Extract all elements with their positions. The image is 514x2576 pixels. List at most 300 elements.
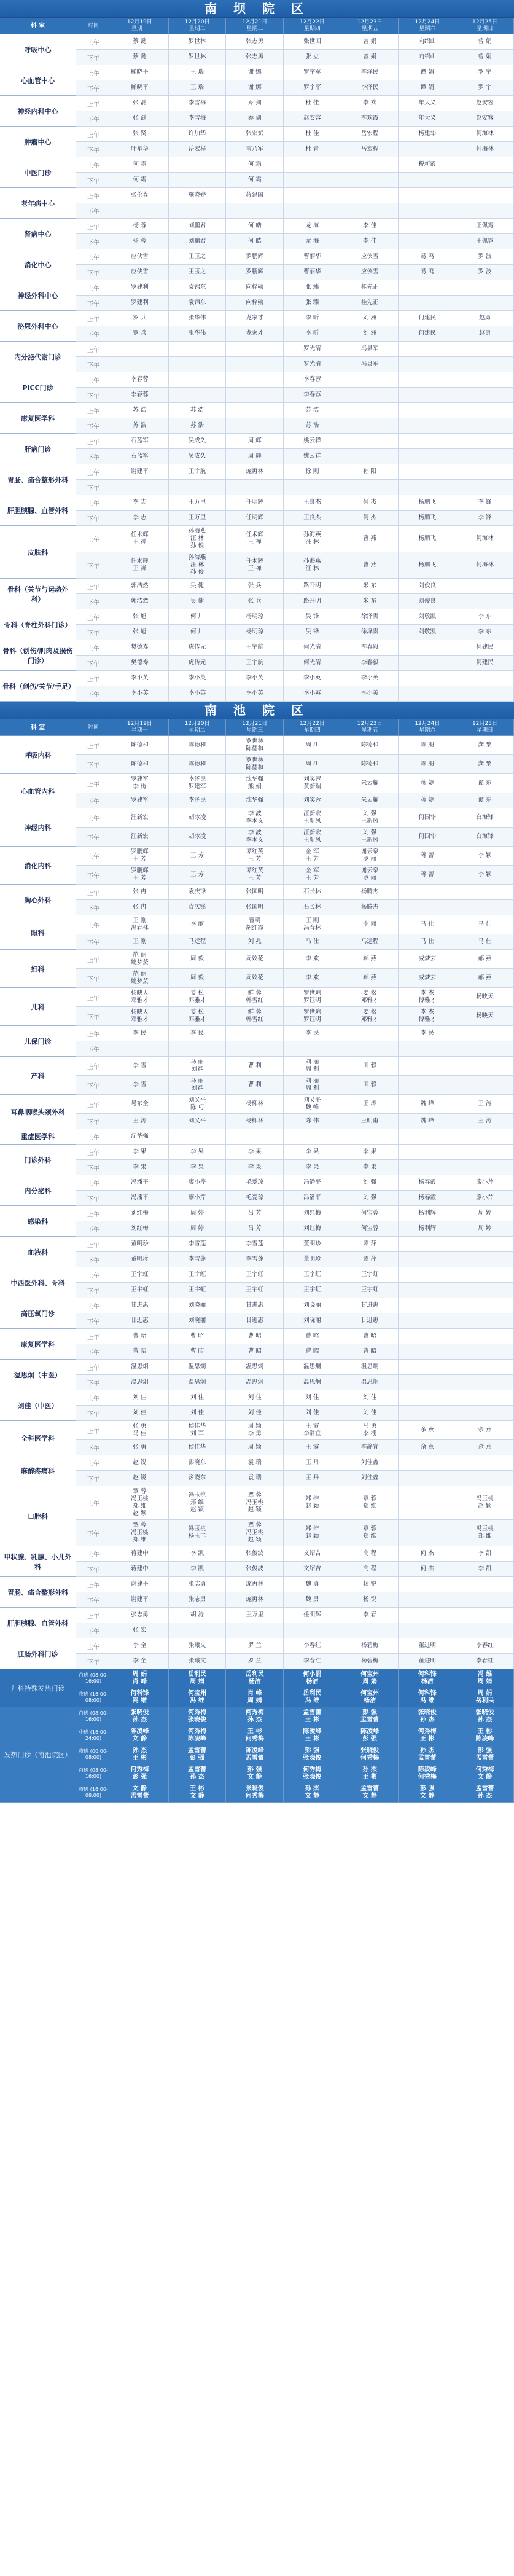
- doctor-cell: 张 勇 马 佳: [111, 1421, 169, 1439]
- schedule-row: [76, 449, 514, 464]
- doctor-cell: [399, 219, 456, 233]
- doctor-cell: 赵安容: [456, 111, 514, 126]
- schedule-row: [76, 1191, 514, 1206]
- department-rows: [76, 579, 514, 609]
- doctor-cell: 张华伟: [169, 311, 227, 326]
- doctor-cell: 覃 蓉 郑 维: [341, 1486, 399, 1519]
- doctor-cell: [399, 1076, 456, 1094]
- doctor-cell: 朱云耀: [341, 774, 399, 793]
- doctor-cell: 许加华: [169, 127, 227, 141]
- doctor-cell: 李雪梅: [169, 111, 227, 126]
- schedule-row: [76, 1546, 514, 1562]
- doctor-cell: 胡冰凌: [169, 828, 227, 846]
- doctor-cell: 李春蓉: [284, 372, 341, 387]
- doctor-cell: 汪新宏 王新凤: [284, 828, 341, 846]
- doctor-cell: 覃 蓉 冯玉桃 郑 维: [111, 1520, 169, 1546]
- header-time: 时间: [76, 18, 111, 34]
- schedule-row: [76, 1375, 514, 1390]
- doctor-cell: 鲜晓平: [111, 65, 169, 80]
- doctor-cell: 施晓婷: [169, 188, 227, 203]
- doctor-cell: 谢建平: [111, 464, 169, 479]
- doctor-cell: 朱云耀: [341, 793, 399, 808]
- doctor-cell: 甘进惠: [111, 1298, 169, 1313]
- doctor-cell: 廖小芹: [169, 1191, 227, 1205]
- department-name: 肝病门诊: [0, 434, 76, 464]
- doctor-cell: 庞再林: [226, 1592, 284, 1607]
- time-slot: 下午: [76, 900, 111, 915]
- doctor-cell: 刘又平 魏 峰: [284, 1095, 341, 1113]
- doctor-cell: 李 欢: [284, 950, 341, 968]
- doctor-cell: 何 杰: [399, 1546, 456, 1561]
- doctor-cell: 何建民: [456, 656, 514, 670]
- doctor-cell: 李泽民 罗建军: [169, 774, 227, 793]
- doctor-cell: 桂先正: [341, 296, 399, 310]
- schedule-row: [76, 1520, 514, 1546]
- doctor-cell: [284, 1623, 341, 1638]
- department-name: 骨科（脊柱外科门诊）: [0, 609, 76, 640]
- doctor-cell: [456, 1471, 514, 1486]
- doctor-cell: 温思炯: [111, 1375, 169, 1390]
- doctor-cell: 张 旭: [111, 609, 169, 624]
- doctor-cell: 曹 昭: [169, 1329, 227, 1344]
- doctor-cell: [399, 449, 456, 464]
- doctor-cell: 张 兵: [226, 579, 284, 593]
- doctor-cell: 吴成久: [169, 434, 227, 448]
- schedule-row: [76, 1577, 514, 1592]
- schedule-row: [76, 157, 514, 173]
- header-date: 12月19日: [127, 721, 152, 727]
- doctor-cell: 刘晓丽: [169, 1313, 227, 1328]
- department-rows: [76, 1026, 514, 1057]
- doctor-cell: 张世国: [284, 34, 341, 49]
- campus2-title: 南 池 院 区: [0, 702, 514, 719]
- shift-doctor-cell: 周 娟 岳利民: [456, 1688, 514, 1707]
- schedule-row: [76, 1026, 514, 1041]
- table-header-1: [0, 18, 514, 34]
- department-name: 门诊外科: [0, 1145, 76, 1175]
- doctor-cell: 白海锋: [456, 808, 514, 827]
- doctor-cell: 李 凯: [169, 1562, 227, 1576]
- department-name: 康复医学科: [0, 403, 76, 434]
- department-rows: [76, 1421, 514, 1455]
- header-weekday: 星期日: [476, 727, 493, 734]
- department-rows: [76, 640, 514, 671]
- time-slot: 上午: [76, 1546, 111, 1561]
- doctor-cell: [399, 1592, 456, 1607]
- department-block: [0, 434, 514, 464]
- doctor-cell: 岳宏程: [341, 142, 399, 157]
- doctor-cell: 刘 佳: [111, 1406, 169, 1420]
- department-block: [0, 1455, 514, 1486]
- header-day-2: [226, 719, 284, 735]
- time-slot: 下午: [76, 388, 111, 402]
- time-slot: 下午: [76, 480, 111, 495]
- doctor-cell: 应侠雪: [111, 249, 169, 264]
- header-day-0: [111, 18, 169, 34]
- doctor-cell: 米 东: [341, 579, 399, 593]
- doctor-cell: [169, 173, 227, 187]
- doctor-cell: 杨 蓉: [111, 219, 169, 233]
- shift-doctor-cell: 张晓俊 何秀梅: [341, 1745, 399, 1764]
- doctor-cell: 张志勇: [226, 34, 284, 49]
- doctor-cell: 李小英: [111, 686, 169, 701]
- shift-doctor-cell: 王 彬 陈凌峰: [456, 1726, 514, 1745]
- doctor-cell: 应侠雪: [341, 249, 399, 264]
- doctor-cell: 杨鹏飞: [399, 526, 456, 552]
- schedule-row: [76, 480, 514, 495]
- department-block: [0, 464, 514, 495]
- doctor-cell: 温思炯: [341, 1375, 399, 1390]
- time-slot: 下午: [76, 111, 111, 126]
- doctor-cell: 曹 燕: [341, 552, 399, 578]
- header-date: 12月21日: [242, 721, 268, 727]
- doctor-cell: [169, 1129, 227, 1144]
- department-name: 心血管中心: [0, 65, 76, 96]
- shift-doctor-cell: 陈凌峰 王 彬: [284, 1726, 341, 1745]
- header-date: 12月23日: [357, 19, 383, 25]
- department-rows: [76, 915, 514, 950]
- schedule-row: [76, 1486, 514, 1520]
- doctor-cell: [456, 372, 514, 387]
- shift-doctor-cell: 张晓俊 孙 杰: [111, 1707, 169, 1726]
- doctor-cell: [456, 1577, 514, 1592]
- doctor-cell: [341, 403, 399, 418]
- doctor-cell: 谢建平: [111, 1577, 169, 1592]
- doctor-cell: 杨明琼: [226, 609, 284, 624]
- doctor-cell: 范 丽 姚梦芸: [111, 950, 169, 968]
- doctor-cell: 董明珍: [111, 1252, 169, 1267]
- doctor-cell: 曹 昭: [341, 1344, 399, 1359]
- department-block: [0, 372, 514, 403]
- department-block: [0, 609, 514, 640]
- doctor-cell: 冯潘平: [284, 1191, 341, 1205]
- header-weekday: 星期五: [361, 727, 378, 734]
- shift-time: 白班 (08:00-16:00): [76, 1707, 111, 1726]
- time-slot: 上午: [76, 640, 111, 655]
- doctor-cell: [456, 173, 514, 187]
- schedule-row: [76, 793, 514, 808]
- doctor-cell: 李雪莲: [226, 1252, 284, 1267]
- doctor-cell: 李春毅: [341, 656, 399, 670]
- doctor-cell: [284, 157, 341, 172]
- doctor-cell: 罗宇军: [284, 65, 341, 80]
- header-weekday: 星期六: [419, 26, 436, 32]
- schedule-row: [76, 1175, 514, 1191]
- doctor-cell: 李欢霞: [341, 111, 399, 126]
- doctor-cell: 甘进惠: [341, 1313, 399, 1328]
- department-name: 康复医学科: [0, 1329, 76, 1360]
- doctor-cell: 侯佳华: [169, 1440, 227, 1455]
- doctor-cell: 蒋 蕾: [399, 866, 456, 884]
- doctor-cell: 王 刚: [111, 934, 169, 949]
- doctor-cell: 曾 娟: [341, 34, 399, 49]
- time-slot: 上午: [76, 34, 111, 49]
- time-slot: 上午: [76, 1206, 111, 1221]
- doctor-cell: 樊德寿: [111, 656, 169, 670]
- doctor-cell: 罗光清: [284, 342, 341, 356]
- department-rows: [76, 219, 514, 249]
- doctor-cell: 李 凯: [456, 1562, 514, 1576]
- schedule-row: [76, 866, 514, 885]
- doctor-cell: 王宇虹: [226, 1267, 284, 1282]
- doctor-cell: 郝 燕: [456, 950, 514, 968]
- doctor-cell: 杨利辉: [399, 1206, 456, 1221]
- doctor-cell: 周 辉: [226, 434, 284, 448]
- department-block: [0, 1638, 514, 1669]
- schedule-row: [76, 1007, 514, 1026]
- doctor-cell: 吴成久: [169, 449, 227, 464]
- time-slot: 下午: [76, 1221, 111, 1236]
- time-slot: 上午: [76, 1608, 111, 1623]
- doctor-cell: 刘鹏君: [169, 219, 227, 233]
- department-block: [0, 219, 514, 249]
- doctor-cell: 何 霜: [111, 157, 169, 172]
- doctor-cell: 杜 青: [284, 142, 341, 157]
- doctor-cell: 曹丽华: [284, 265, 341, 280]
- doctor-cell: 周 颖 李 勇: [226, 1421, 284, 1439]
- department-rows: [76, 1129, 514, 1145]
- schedule-row: [76, 173, 514, 188]
- doctor-cell: 罗 宇: [456, 65, 514, 80]
- doctor-cell: 何国华: [399, 808, 456, 827]
- doctor-cell: 刘 佳: [169, 1390, 227, 1405]
- doctor-cell: 马 丽 刘春: [169, 1076, 227, 1094]
- doctor-cell: [169, 388, 227, 402]
- department-rows: [76, 34, 514, 65]
- doctor-cell: 王宇虹: [111, 1283, 169, 1298]
- doctor-cell: 李 锋: [456, 495, 514, 510]
- doctor-cell: 周 婷: [169, 1206, 227, 1221]
- doctor-cell: 王 瑞: [169, 65, 227, 80]
- doctor-cell: 罗鹏辉 王 芳: [111, 866, 169, 884]
- doctor-cell: 杨映天 邓雅才: [111, 988, 169, 1006]
- schedule-row: [76, 434, 514, 449]
- time-slot: 上午: [76, 1638, 111, 1653]
- doctor-cell: 温思炯: [284, 1375, 341, 1390]
- doctor-cell: 谭 萍: [341, 1237, 399, 1251]
- doctor-cell: 杨利辉: [399, 1221, 456, 1236]
- doctor-cell: [399, 1252, 456, 1267]
- doctor-cell: 汪新宏: [111, 808, 169, 827]
- department-rows: [76, 311, 514, 342]
- doctor-cell: 蒋建国: [226, 188, 284, 203]
- doctor-cell: 毛爱琼: [226, 1175, 284, 1190]
- doctor-cell: [399, 388, 456, 402]
- doctor-cell: 杨柳林: [226, 1114, 284, 1129]
- schedule-row: [76, 1654, 514, 1669]
- doctor-cell: [399, 1267, 456, 1282]
- doctor-cell: 何海林: [456, 552, 514, 578]
- doctor-cell: 何国华: [399, 828, 456, 846]
- doctor-cell: 李 果: [169, 1145, 227, 1159]
- department-block: [0, 579, 514, 609]
- schedule-row: [76, 1041, 514, 1057]
- doctor-cell: 袁 瑞: [226, 1455, 284, 1470]
- doctor-cell: 杨映天: [456, 1007, 514, 1025]
- doctor-cell: 胡冰凌: [169, 808, 227, 827]
- doctor-cell: 李 民: [111, 1026, 169, 1041]
- doctor-cell: [341, 1041, 399, 1056]
- doctor-cell: [341, 157, 399, 172]
- schedule-row: [76, 625, 514, 640]
- time-slot: 下午: [76, 625, 111, 640]
- doctor-cell: 李小英: [341, 686, 399, 701]
- doctor-cell: 曹 昭: [169, 1344, 227, 1359]
- doctor-cell: 威梦芸: [399, 969, 456, 987]
- department-block: [0, 157, 514, 188]
- header-day-5: [399, 719, 456, 735]
- doctor-cell: 张 冉: [111, 900, 169, 915]
- doctor-cell: 王 芳: [169, 866, 227, 884]
- doctor-cell: 吴 锋: [284, 609, 341, 624]
- doctor-cell: 杨春霞: [399, 1175, 456, 1190]
- doctor-cell: 周 毅: [169, 950, 227, 968]
- department-block: [0, 280, 514, 311]
- doctor-cell: 何 川: [169, 609, 227, 624]
- doctor-cell: 廖小芹: [456, 1175, 514, 1190]
- doctor-cell: 刘 佳: [341, 1406, 399, 1420]
- header-day-1: [169, 18, 227, 34]
- doctor-cell: 姜 松 邓雅才: [169, 988, 227, 1006]
- header-dept: 科 室: [0, 18, 76, 34]
- header-date: 12月21日: [242, 19, 268, 25]
- schedule-row: [76, 847, 514, 866]
- doctor-cell: [456, 671, 514, 686]
- doctor-cell: 何 川: [169, 625, 227, 640]
- doctor-cell: 覃 蓉 冯玉桃 赵 颖: [226, 1520, 284, 1546]
- schedule-row: [76, 526, 514, 552]
- time-slot: 上午: [76, 311, 111, 326]
- department-rows: [76, 1360, 514, 1390]
- doctor-cell: 张国明: [226, 900, 284, 915]
- doctor-cell: 吕 芳: [226, 1206, 284, 1221]
- doctor-cell: 高 程: [341, 1562, 399, 1576]
- doctor-cell: [456, 579, 514, 593]
- time-slot: 下午: [76, 1160, 111, 1175]
- shift-time: 夜班 (16:00-08:00): [76, 1783, 111, 1802]
- shift-doctor-cell: 陈凌峰 文 静: [111, 1726, 169, 1745]
- doctor-cell: 刘 强: [341, 1175, 399, 1190]
- department-rows: [76, 1145, 514, 1175]
- schedule-row: [76, 988, 514, 1007]
- header-date: 12月24日: [415, 19, 440, 25]
- shift-doctor-cell: 彭 强 文 静: [226, 1764, 284, 1783]
- doctor-cell: [456, 1267, 514, 1282]
- shift-doctor-cell: 何宝州 冯 维: [169, 1688, 227, 1707]
- doctor-cell: 刘 佳: [169, 1406, 227, 1420]
- time-slot: 下午: [76, 1471, 111, 1486]
- doctor-cell: [399, 418, 456, 433]
- doctor-cell: 刘红梅: [284, 1221, 341, 1236]
- doctor-cell: 李 果: [341, 1160, 399, 1175]
- department-name: 肝胆胰腺、血管外科: [0, 495, 76, 526]
- doctor-cell: [456, 1329, 514, 1344]
- doctor-cell: 杨建华: [399, 127, 456, 141]
- department-name: 耳鼻咽喉头颈外科: [0, 1095, 76, 1129]
- department-block: [0, 1129, 514, 1145]
- department-block: [0, 1577, 514, 1608]
- doctor-cell: [456, 1237, 514, 1251]
- department-block: [0, 1267, 514, 1298]
- doctor-cell: 刘晓丽: [284, 1298, 341, 1313]
- doctor-cell: 田 蓉: [341, 1057, 399, 1075]
- doctor-cell: 罗建利: [111, 296, 169, 310]
- doctor-cell: 胡 涛: [169, 1608, 227, 1623]
- doctor-cell: 鲜 蓉 韩雪红: [226, 988, 284, 1006]
- department-rows: [76, 495, 514, 526]
- doctor-cell: 李 波 李本义: [226, 828, 284, 846]
- doctor-cell: 罗 宇: [456, 80, 514, 95]
- schedule-row: [76, 1057, 514, 1076]
- department-rows: [76, 372, 514, 403]
- time-slot: 下午: [76, 449, 111, 464]
- time-slot: 上午: [76, 1390, 111, 1405]
- header-day-6: [456, 18, 514, 34]
- doctor-cell: [456, 357, 514, 372]
- department-block: [0, 249, 514, 280]
- schedule-row: [76, 34, 514, 50]
- doctor-cell: 苏 浩: [111, 418, 169, 433]
- shift-doctor-cell: 何科锋 冯 维: [111, 1688, 169, 1707]
- doctor-cell: 刘红梅: [284, 1206, 341, 1221]
- doctor-cell: 周 婷: [169, 1221, 227, 1236]
- doctor-cell: [169, 157, 227, 172]
- department-name: 麻醉疼痛科: [0, 1455, 76, 1486]
- doctor-cell: [169, 480, 227, 495]
- shift-time: 白班 (08:00-16:00): [76, 1764, 111, 1783]
- doctor-cell: 李 佳: [341, 234, 399, 249]
- doctor-cell: 曹丽华: [284, 249, 341, 264]
- doctor-cell: [399, 900, 456, 915]
- shift-doctor-cell: 何宝州 周 娟: [341, 1669, 399, 1688]
- doctor-cell: 谭 东: [456, 774, 514, 793]
- doctor-cell: 魏 勇: [284, 1592, 341, 1607]
- doctor-cell: 王 霞 李静宜: [284, 1421, 341, 1439]
- department-block: [0, 736, 514, 774]
- department-block: [0, 127, 514, 157]
- doctor-cell: 马 仕: [284, 934, 341, 949]
- time-slot: 上午: [76, 1129, 111, 1144]
- doctor-cell: 刘 佳: [284, 1390, 341, 1405]
- doctor-cell: 罗世琼 罗钰明: [284, 1007, 341, 1025]
- fever-clinic-section: [0, 1707, 514, 1803]
- department-block: [0, 495, 514, 526]
- doctor-cell: 李 凯: [169, 1546, 227, 1561]
- doctor-cell: 冯潘平: [284, 1175, 341, 1190]
- doctor-cell: 周 辉: [226, 449, 284, 464]
- doctor-cell: [226, 1623, 284, 1638]
- doctor-cell: 冯玉桃 杨玉丰: [169, 1520, 227, 1546]
- department-block: [0, 342, 514, 372]
- doctor-cell: [226, 388, 284, 402]
- schedule-row: [76, 1608, 514, 1623]
- department-name: 肾病中心: [0, 219, 76, 249]
- doctor-cell: 姜 松 邓雅才: [341, 1007, 399, 1025]
- doctor-cell: 张 立: [284, 50, 341, 65]
- header-date: 12月19日: [127, 19, 152, 25]
- department-rows: [76, 609, 514, 640]
- department-name: 内分泌科: [0, 1175, 76, 1206]
- doctor-cell: 李小英: [169, 686, 227, 701]
- doctor-cell: [226, 1026, 284, 1041]
- header-day-0: [111, 719, 169, 735]
- doctor-cell: 王宇虹: [111, 1267, 169, 1282]
- doctor-cell: 刘 佳: [341, 1390, 399, 1405]
- doctor-cell: 张 勇: [111, 1440, 169, 1455]
- doctor-cell: 曹 燕: [341, 526, 399, 552]
- doctor-cell: [456, 1592, 514, 1607]
- doctor-cell: 石蓝军: [111, 449, 169, 464]
